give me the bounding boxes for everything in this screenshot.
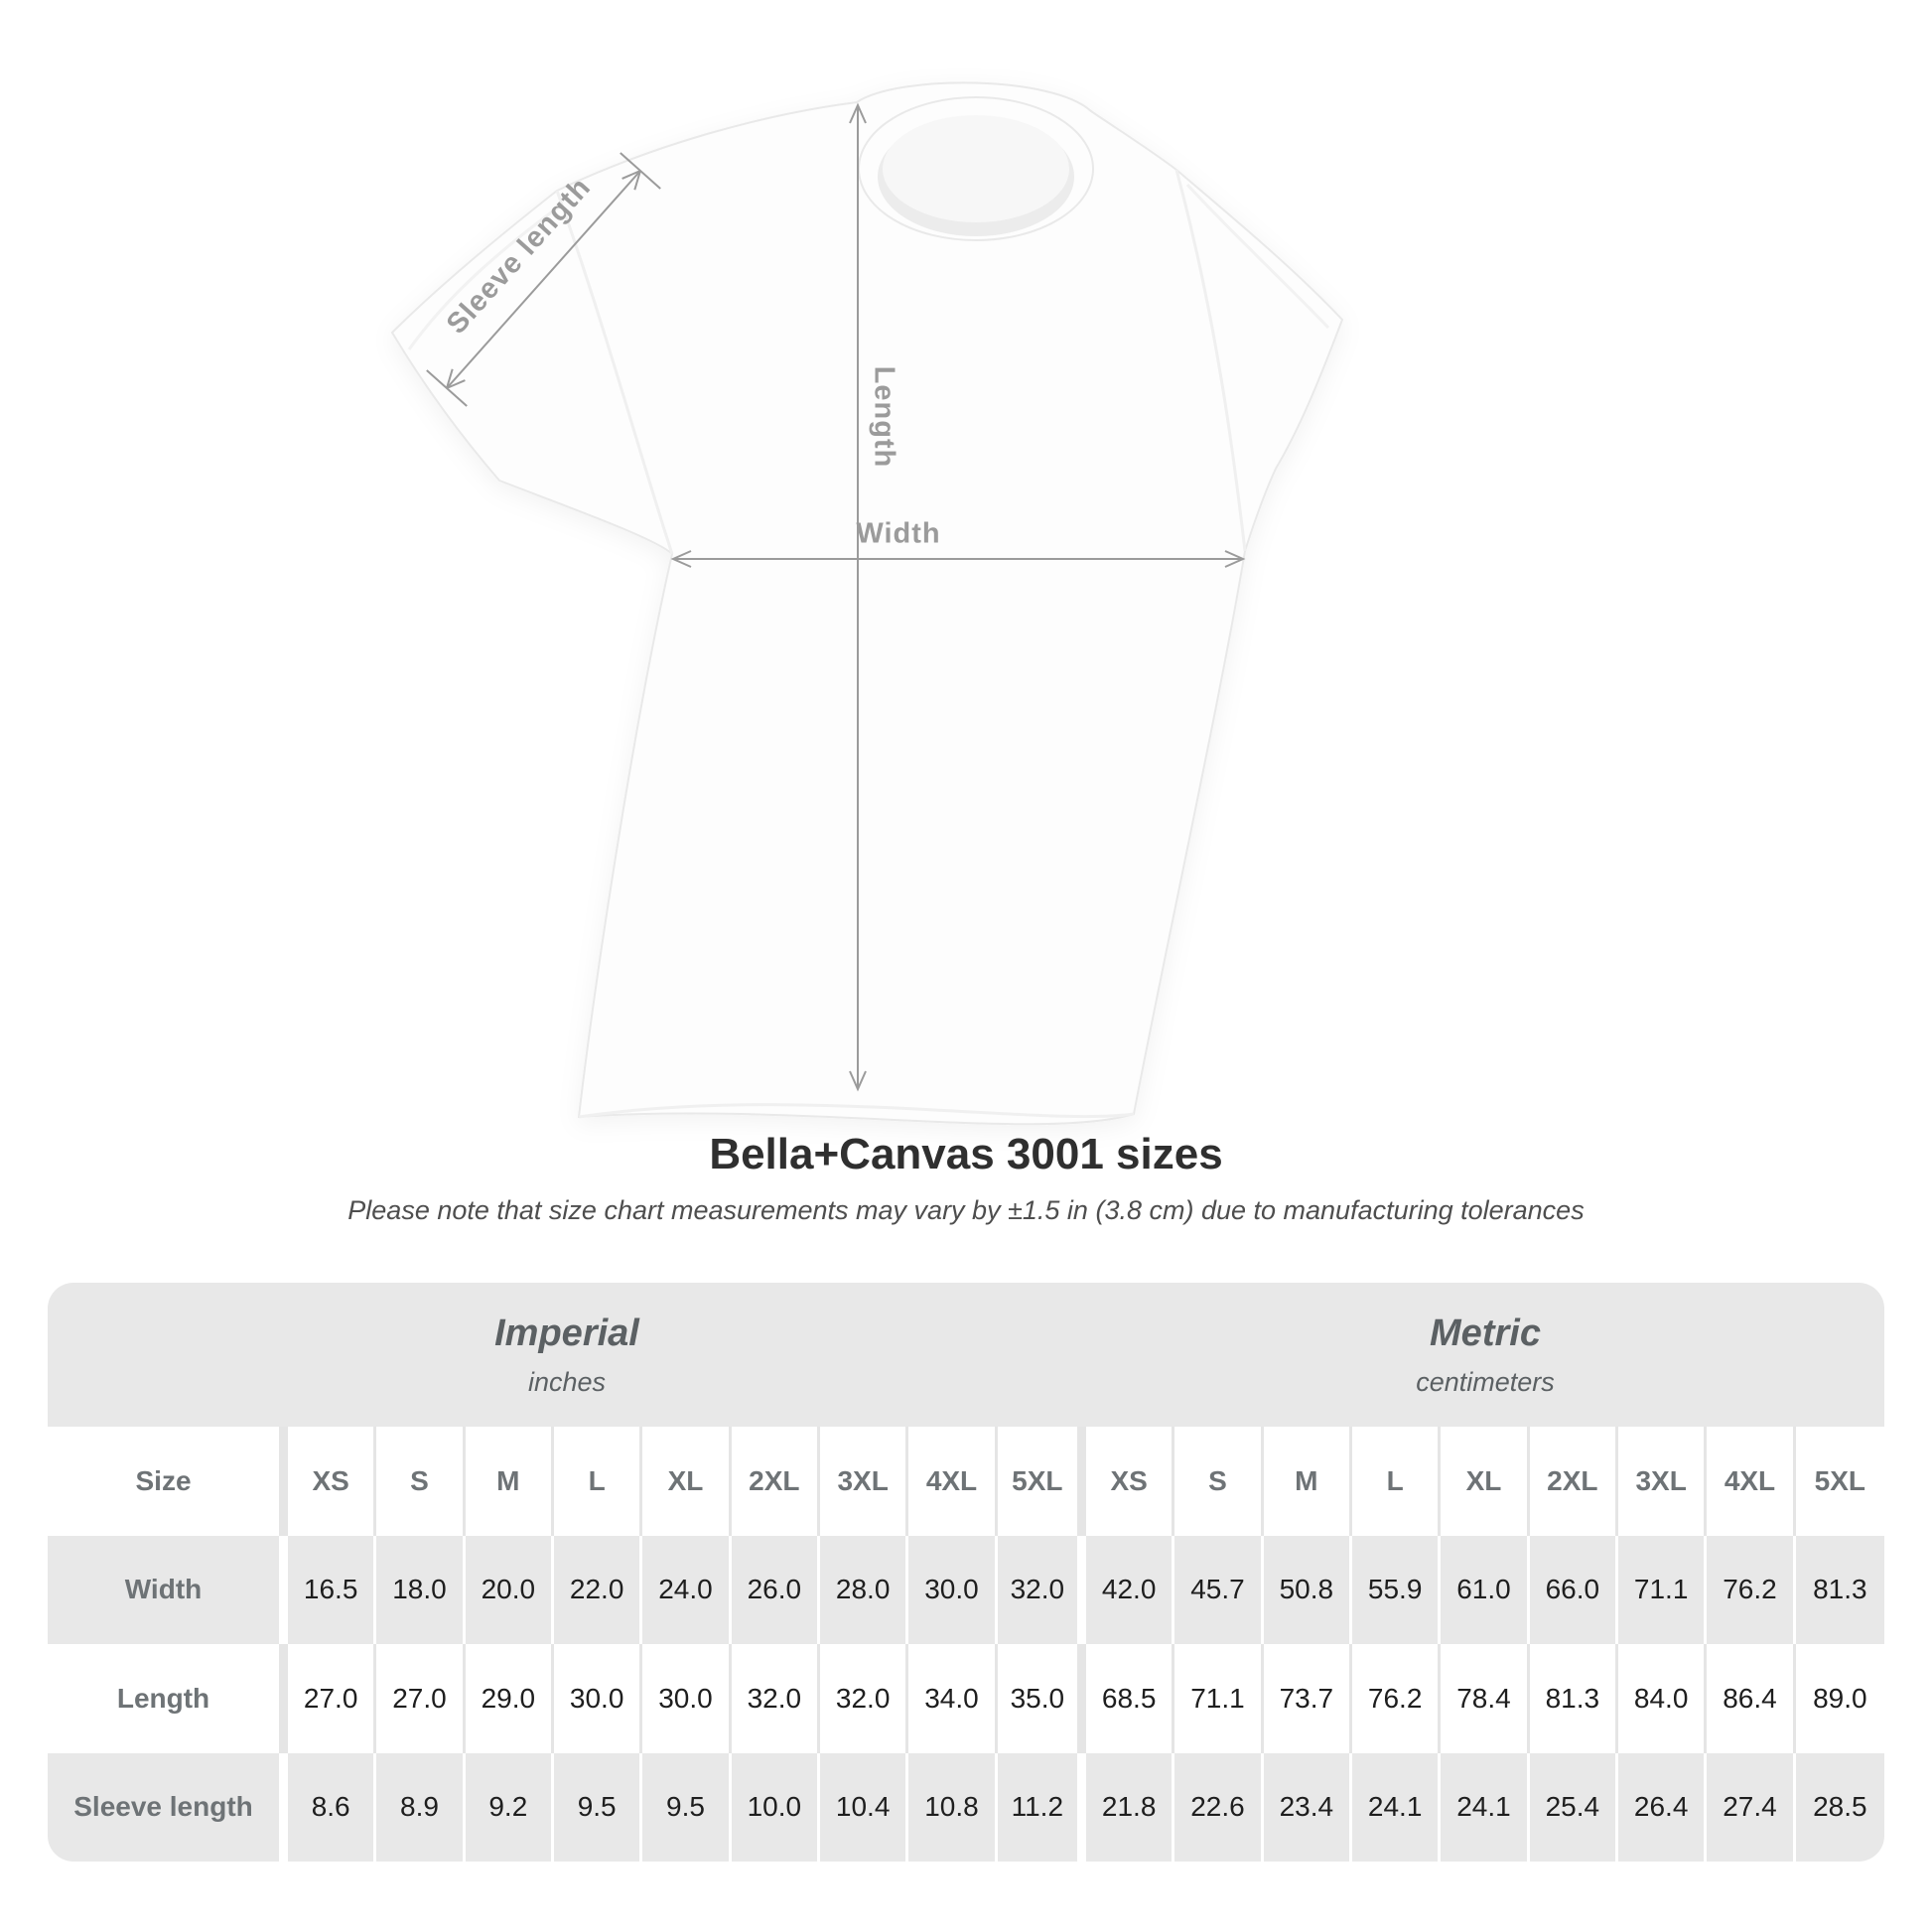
size-column-header: XS bbox=[288, 1427, 376, 1536]
measurement-value: 32.0 bbox=[732, 1644, 820, 1753]
length-dimension-label: Length bbox=[868, 365, 900, 469]
measurement-value: 27.0 bbox=[288, 1644, 376, 1753]
measurement-value: 76.2 bbox=[1352, 1644, 1441, 1753]
size-column-header: XL bbox=[642, 1427, 731, 1536]
measurement-value: 27.4 bbox=[1707, 1753, 1795, 1863]
measurement-value: 16.5 bbox=[288, 1536, 376, 1645]
tshirt-collar bbox=[859, 97, 1093, 240]
measurement-value: 28.0 bbox=[820, 1536, 908, 1645]
measurement-value: 10.4 bbox=[820, 1753, 908, 1863]
measurement-value: 8.9 bbox=[376, 1753, 465, 1863]
size-column-header: M bbox=[1264, 1427, 1352, 1536]
measurement-value: 50.8 bbox=[1264, 1536, 1352, 1645]
measurement-value: 35.0 bbox=[998, 1644, 1086, 1753]
measurement-value: 29.0 bbox=[466, 1644, 554, 1753]
imperial-unit-name: inches bbox=[527, 1366, 607, 1397]
measurement-value: 42.0 bbox=[1086, 1536, 1174, 1645]
measurement-value: 71.1 bbox=[1174, 1644, 1263, 1753]
measurement-value: 21.8 bbox=[1086, 1753, 1174, 1863]
measurement-value: 18.0 bbox=[376, 1536, 465, 1645]
measurement-value: 73.7 bbox=[1264, 1644, 1352, 1753]
row-label: Length bbox=[48, 1644, 288, 1753]
measurement-value: 8.6 bbox=[288, 1753, 376, 1863]
page-title: Bella+Canvas 3001 sizes bbox=[709, 1130, 1223, 1178]
measurement-value: 81.3 bbox=[1796, 1536, 1884, 1645]
measurement-value: 26.4 bbox=[1618, 1753, 1707, 1863]
size-column-header: L bbox=[554, 1427, 642, 1536]
measurement-value: 28.5 bbox=[1796, 1753, 1884, 1863]
row-label: Sleeve length bbox=[48, 1753, 288, 1863]
measurement-value: 84.0 bbox=[1618, 1644, 1707, 1753]
measurement-value: 78.4 bbox=[1441, 1644, 1529, 1753]
size-column-header: L bbox=[1352, 1427, 1441, 1536]
size-column-header: S bbox=[376, 1427, 465, 1536]
measurement-value: 10.0 bbox=[732, 1753, 820, 1863]
size-column-header: S bbox=[1174, 1427, 1263, 1536]
measurement-value: 32.0 bbox=[998, 1536, 1086, 1645]
metric-unit-header bbox=[1086, 1283, 1884, 1427]
imperial-label: Imperial bbox=[494, 1311, 639, 1354]
metric-unit-name: centimeters bbox=[1416, 1366, 1555, 1397]
size-column-header: 4XL bbox=[1707, 1427, 1795, 1536]
measurement-value: 86.4 bbox=[1707, 1644, 1795, 1753]
measurement-value: 11.2 bbox=[998, 1753, 1086, 1863]
measurement-value: 81.3 bbox=[1530, 1644, 1618, 1753]
measurement-value: 22.0 bbox=[554, 1536, 642, 1645]
row-label: Width bbox=[48, 1536, 288, 1645]
measurement-value: 32.0 bbox=[820, 1644, 908, 1753]
measurement-value: 22.6 bbox=[1174, 1753, 1263, 1863]
measurement-value: 66.0 bbox=[1530, 1536, 1618, 1645]
metric-label: Metric bbox=[1430, 1311, 1541, 1354]
measurement-value: 25.4 bbox=[1530, 1753, 1618, 1863]
size-column-header: 2XL bbox=[732, 1427, 820, 1536]
measurement-value: 24.1 bbox=[1441, 1753, 1529, 1863]
size-column-header: 4XL bbox=[908, 1427, 997, 1536]
measurement-value: 27.0 bbox=[376, 1644, 465, 1753]
measurement-value: 10.8 bbox=[908, 1753, 997, 1863]
tolerance-note: Please note that size chart measurements may vary by ±1.5 in (3.8 cm) due to manufacturing tolerances bbox=[347, 1195, 1585, 1225]
measurement-value: 23.4 bbox=[1264, 1753, 1352, 1863]
size-column-header: XS bbox=[1086, 1427, 1174, 1536]
size-column-header: 2XL bbox=[1530, 1427, 1618, 1536]
measurement-value: 26.0 bbox=[732, 1536, 820, 1645]
measurement-value: 20.0 bbox=[466, 1536, 554, 1645]
size-column-header: 5XL bbox=[998, 1427, 1086, 1536]
size-column-header: M bbox=[466, 1427, 554, 1536]
size-column-header: 3XL bbox=[820, 1427, 908, 1536]
width-dimension-label: Width bbox=[856, 517, 941, 550]
measurement-value: 9.5 bbox=[642, 1753, 731, 1863]
measurement-value: 45.7 bbox=[1174, 1536, 1263, 1645]
row-label: Size bbox=[48, 1427, 288, 1536]
size-column-header: 5XL bbox=[1796, 1427, 1884, 1536]
measurement-value: 30.0 bbox=[642, 1644, 731, 1753]
imperial-unit-header bbox=[48, 1283, 1086, 1427]
measurement-value: 9.5 bbox=[554, 1753, 642, 1863]
measurement-value: 55.9 bbox=[1352, 1536, 1441, 1645]
size-chart-table bbox=[48, 1283, 1884, 1862]
measurement-value: 30.0 bbox=[554, 1644, 642, 1753]
measurement-value: 76.2 bbox=[1707, 1536, 1795, 1645]
measurement-value: 24.0 bbox=[642, 1536, 731, 1645]
measurement-value: 61.0 bbox=[1441, 1536, 1529, 1645]
measurement-value: 71.1 bbox=[1618, 1536, 1707, 1645]
sleeve-length-dimension-label: Sleeve length bbox=[440, 171, 598, 341]
size-column-header: XL bbox=[1441, 1427, 1529, 1536]
measurement-value: 30.0 bbox=[908, 1536, 997, 1645]
size-column-header: 3XL bbox=[1618, 1427, 1707, 1536]
measurement-value: 89.0 bbox=[1796, 1644, 1884, 1753]
measurement-value: 34.0 bbox=[908, 1644, 997, 1753]
measurement-value: 9.2 bbox=[466, 1753, 554, 1863]
measurement-value: 68.5 bbox=[1086, 1644, 1174, 1753]
measurement-value: 24.1 bbox=[1352, 1753, 1441, 1863]
